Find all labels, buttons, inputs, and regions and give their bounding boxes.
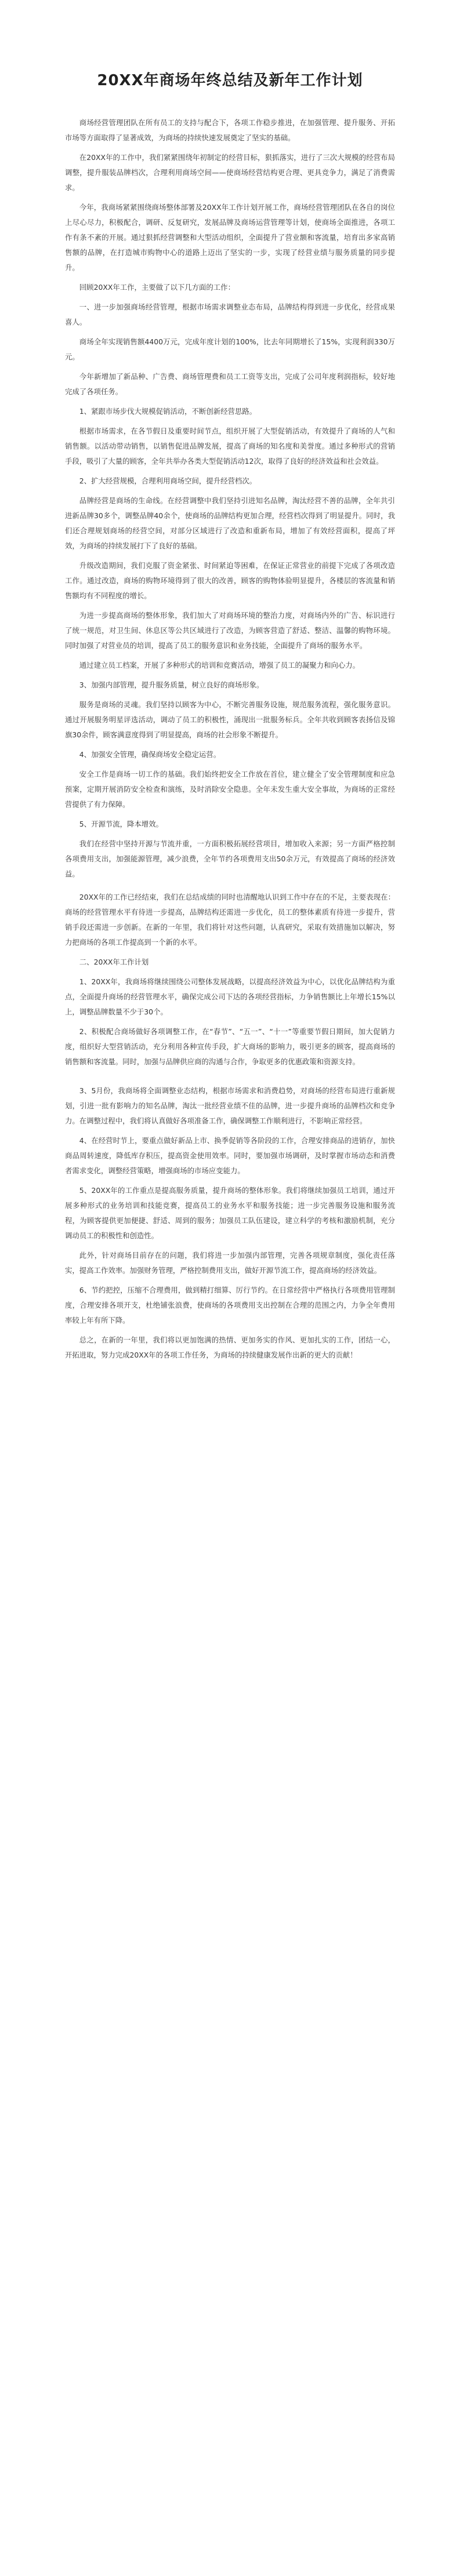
document-title: 20XX年商场年终总结及新年工作计划 [97, 72, 363, 89]
paragraph: 为进一步提高商场的整体形象，我们加大了对商场环境的整治力度，对商场内外的广告、标识进行了统一规范，对卫生间、休息区等公共区域进行了改造，为顾客营造了舒适、整洁、温馨的购物环境。同时加强了对营业员的培训，提高了员工的服务意识和业务技能，全面提升了商场的服务水平。 [65, 611, 395, 650]
paragraph: 2、积极配合商场做好各项调整工作，在“春节”、“五一”、“十一”等重要节假日期间，加大促销力度，组织好大型营销活动，充分利用各种宣传手段，扩大商场的影响力，吸引更多的顾客，提高商场的销售额和客流量。同时，加强与品牌供应商的沟通与合作，争取更多的优惠政策和资源支持。 [65, 1027, 395, 1066]
subsection-heading: 3、加强内部管理，提升服务质量，树立良好的商场形象。 [79, 681, 264, 689]
paragraph: 20XX年的工作已经结束，我们在总结成绩的同时也清醒地认识到工作中存在的不足，主要表现在：商场的经营管理水平有待进一步提高，品牌结构还需进一步优化，员工的整体素质有待进一步提升，营销手段还需进一步创新。在新的一年里，我们将针对这些问题，认真研究，采取有效措施加以解决，努力把商场的各项工作提高到一个新的水平。 [65, 893, 395, 947]
paragraph: 今年，我商场紧紧围绕商场整体部署及20XX年工作计划开展工作，商场经营管理团队在各自的岗位上尽心尽力，积极配合，调研、反复研究，发展品牌及商场运营管理等计划，使商场全面推进，各项工作有条不紊的开展。通过狠抓经营调整和大型活动组织，全面提升了营业额和客流量，培育出多家高销售额的品牌，在打造城市购物中心的道路上迈出了坚实的一步，实现了经营业绩与服务质量的同步提升。 [65, 203, 395, 272]
paragraph: 我们在经营中坚持开源与节流并重，一方面积极拓展经营项目，增加收入来源；另一方面严格控制各项费用支出，加强能源管理，减少浪费，全年节约各项费用支出50余万元，有效提高了商场的经济效益。 [65, 839, 395, 878]
paragraph: 安全工作是商场一切工作的基础。我们始终把安全工作放在首位，建立健全了安全管理制度和应急预案，定期开展消防安全检查和演练，及时消除安全隐患。全年未发生重大安全事故，为商场的正常经营提供了有力保障。 [65, 770, 395, 809]
spacer [65, 1074, 395, 1083]
paragraph: 根据市场需求，在各节假日及重要时间节点，组织开展了大型促销活动，有效提升了商场的人气和销售额。以活动带动销售，以销售促进品牌发展，提高了商场的知名度和美誉度。通过多种形式的营销手段，吸引了大量的顾客，全年共举办各类大型促销活动12次，取得了良好的经济效益和社会效益。 [65, 427, 395, 465]
subsection-heading: 5、开源节流，降本增效。 [79, 820, 163, 828]
paragraph: 通过建立员工档案，开展了多种形式的培训和竞赛活动，增强了员工的凝聚力和向心力。 [79, 661, 360, 670]
paragraph: 5、20XX年的工作重点是提高服务质量，提升商场的整体形象。我们将继续加强员工培训，通过开展多种形式的业务培训和技能竞赛，提高员工的业务水平和服务技能；进一步完善服务设施和服务流程，为顾客提供更加便捷、舒适、周到的服务；加强员工队伍建设，建立科学的考核和激励机制，充分调动员工的积极性和创造性。 [65, 1186, 395, 1240]
paragraph: 此外，针对商场目前存在的问题，我们将进一步加强内部管理，完善各项规章制度，强化责任落实，提高工作效率。加强财务管理，严格控制费用支出，做好开源节流工作，提高商场的经济效益。 [65, 1251, 395, 1275]
section-heading: 一、进一步加强商场经营管理，根据市场需求调整业态布局，品牌结构得到进一步优化，经营成果喜人。 [65, 303, 395, 326]
paragraph: 服务是商场的灵魂。我们坚持以顾客为中心，不断完善服务设施，规范服务流程，强化服务意识。通过开展服务明星评选活动，调动了员工的积极性，涌现出一批服务标兵。全年共收到顾客表扬信及锦旗30余件，顾客满意度得到了明显提高，商场的社会形象不断提升。 [65, 700, 395, 739]
subsection-heading: 1、紧跟市场步伐大规模促销活动，不断创新经营思路。 [79, 407, 257, 416]
paragraph: 6、节约把控，压缩不合理费用，做到精打细算、厉行节约。在日常经营中严格执行各项费用管理制度，合理安排各项开支，杜绝铺张浪费，使商场的各项费用支出控制在合理的范围之内，力争全年费用率较上年有所下降。 [65, 1286, 395, 1325]
subsection-heading: 2、扩大经营规模，合理利用商场空间，提升经营档次。 [79, 476, 257, 485]
paragraph: 回顾20XX年工作，主要做了以下几方面的工作： [79, 283, 235, 292]
paragraph: 总之，在新的一年里，我们将以更加饱满的热情、更加务实的作风、更加扎实的工作，团结一心，开拓进取，努力完成20XX年的各项工作任务，为商场的持续健康发展作出新的更大的贡献！ [65, 1336, 395, 1359]
paragraph: 4、在经营时节上，要重点做好新品上市、换季促销等各阶段的工作，合理安排商品的进销存，加快商品周转速度，降低库存积压，提高资金使用效率。同时，要加强市场调研，及时掌握市场动态和消费者需求变化，调整经营策略，增强商场的市场应变能力。 [65, 1136, 395, 1175]
paragraph: 商场经营管理团队在所有员工的支持与配合下，各项工作稳步推进，在加强管理、提升服务、开拓市场等方面取得了显著成效，为商场的持续快速发展奠定了坚实的基础。 [65, 118, 395, 142]
paragraph: 商场全年实现销售额4400万元，完成年度计划的100%，比去年同期增长了15%，实现利润330万元。 [65, 337, 395, 361]
paragraph: 今年新增加了新品种、广告费、商场管理费和员工工资等支出，完成了公司年度利润指标，较好地完成了各项任务。 [65, 372, 395, 396]
document-body [65, 115, 395, 1363]
paragraph: 3、5月份，我商场将全面调整业态结构，根据市场需求和消费趋势，对商场的经营布局进行重新规划，引进一批有影响力的知名品牌，淘汰一批经营业绩不佳的品牌，进一步提升商场的品牌档次和竞争力。在调整过程中，我们将认真做好各项准备工作，确保调整工作顺利进行，不影响正常经营。 [65, 1086, 395, 1125]
section-heading: 二、20XX年工作计划 [79, 958, 149, 966]
paragraph: 升级改造期间，我们克服了资金紧张、时间紧迫等困难，在保证正常营业的前提下完成了各项改造工作。通过改造，商场的购物环境得到了很大的改善，顾客的购物体验明显提升，各楼层的客流量和销售额均有不同程度的增长。 [65, 561, 395, 600]
paragraph: 在20XX年的工作中，我们紧紧围绕年初制定的经营目标，狠抓落实，进行了三次大规模的经营布局调整，提升服装品牌档次，合理利用商场空间——使商场经营结构更合理、更具竞争力，满足了消费需求。 [65, 153, 395, 192]
paragraph: 1、20XX年，我商场将继续围绕公司整体发展战略，以提高经济效益为中心，以优化品牌结构为重点，全面提升商场的经营管理水平，确保完成公司下达的各项经营指标，力争销售额比上年增长15%以上，调整品牌数量不少于30个。 [65, 977, 395, 1016]
subsection-heading: 4、加强安全管理，确保商场安全稳定运营。 [79, 750, 221, 759]
paragraph: 品牌经营是商场的生命线。在经营调整中我们坚持引进知名品牌，淘汰经营不善的品牌，全年共引进新品牌30多个，调整品牌40余个，使商场的品牌结构更加合理，经营档次得到了明显提升。同时，我们还合理规划商场的经营空间，对部分区域进行了改造和重新布局，增加了有效经营面积，提高了坪效，为商场的持续发展打下了良好的基础。 [65, 496, 395, 550]
